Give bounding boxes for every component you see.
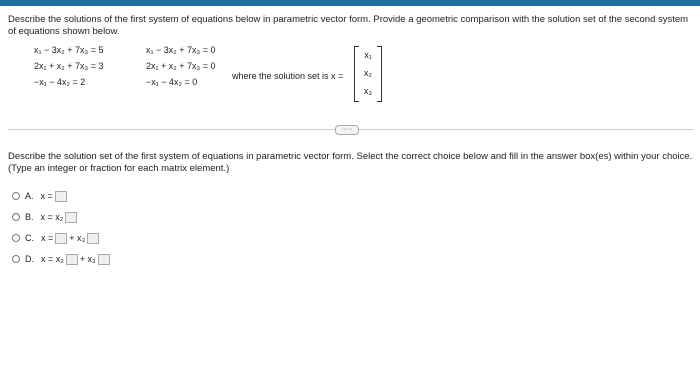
system1-eq3: −x₁ − 4x₂ = 2: [34, 77, 86, 87]
system1-eq2: 2x₁ + x₂ + 7x₃ = 3: [34, 61, 104, 71]
option-term: + x₃: [69, 233, 86, 243]
radio-d[interactable]: [12, 255, 20, 263]
solution-set-label: where the solution set is x =: [232, 71, 344, 81]
problem-statement: [8, 14, 694, 38]
vector-entry-1: x₁: [364, 50, 372, 60]
option-letter: B.: [25, 212, 34, 222]
question-line-1: Describe the solution set of the first system of equations in parametric vector form. Select the correct choice below and fill in the answer box(es) within your choice.: [8, 151, 693, 162]
answer-box[interactable]: [55, 233, 67, 244]
option-term: + x₃: [79, 254, 96, 264]
answer-box[interactable]: [65, 212, 77, 223]
option-lhs: x = x₂: [41, 254, 64, 264]
option-lhs: x =: [40, 191, 53, 201]
question-text: [8, 151, 694, 175]
vector-entry-3: x₃: [363, 86, 373, 96]
problem-line-1: Describe the solutions of the first system of equations below in parametric vector form. Provide a geometric comparison with the solution set of the second system: [8, 14, 689, 25]
expand-more-button[interactable]: ·····: [335, 125, 359, 135]
question-line-2: (Type an integer or fraction for each matrix element.): [8, 163, 230, 174]
option-d[interactable]: [12, 253, 112, 265]
vector-entry-2: x₂: [364, 68, 372, 78]
option-letter: A.: [25, 191, 34, 201]
answer-box[interactable]: [66, 254, 78, 265]
system2-eq2: 2x₁ + x₂ + 7x₃ = 0: [146, 61, 216, 71]
problem-line-2: of equations shown below.: [8, 26, 120, 37]
radio-a[interactable]: [12, 192, 20, 200]
answer-box[interactable]: [98, 254, 110, 265]
option-letter: C.: [25, 233, 34, 243]
option-c[interactable]: [12, 232, 101, 244]
system1-eq1: x₁ − 3x₂ + 7x₃ = 5: [34, 45, 104, 55]
top-bar: [0, 0, 700, 6]
option-lhs: x =: [41, 233, 54, 243]
radio-b[interactable]: [12, 213, 20, 221]
solution-vector: [354, 46, 382, 102]
option-letter: D.: [25, 254, 34, 264]
radio-c[interactable]: [12, 234, 20, 242]
option-b[interactable]: [12, 211, 79, 223]
answer-box[interactable]: [55, 191, 67, 202]
option-a[interactable]: [12, 190, 69, 202]
system2-eq3: −x₁ − 4x₂ = 0: [146, 77, 198, 87]
option-lhs: x = x₂: [40, 212, 64, 222]
answer-box[interactable]: [87, 233, 99, 244]
system2-eq1: x₁ − 3x₂ + 7x₃ = 0: [146, 45, 216, 55]
